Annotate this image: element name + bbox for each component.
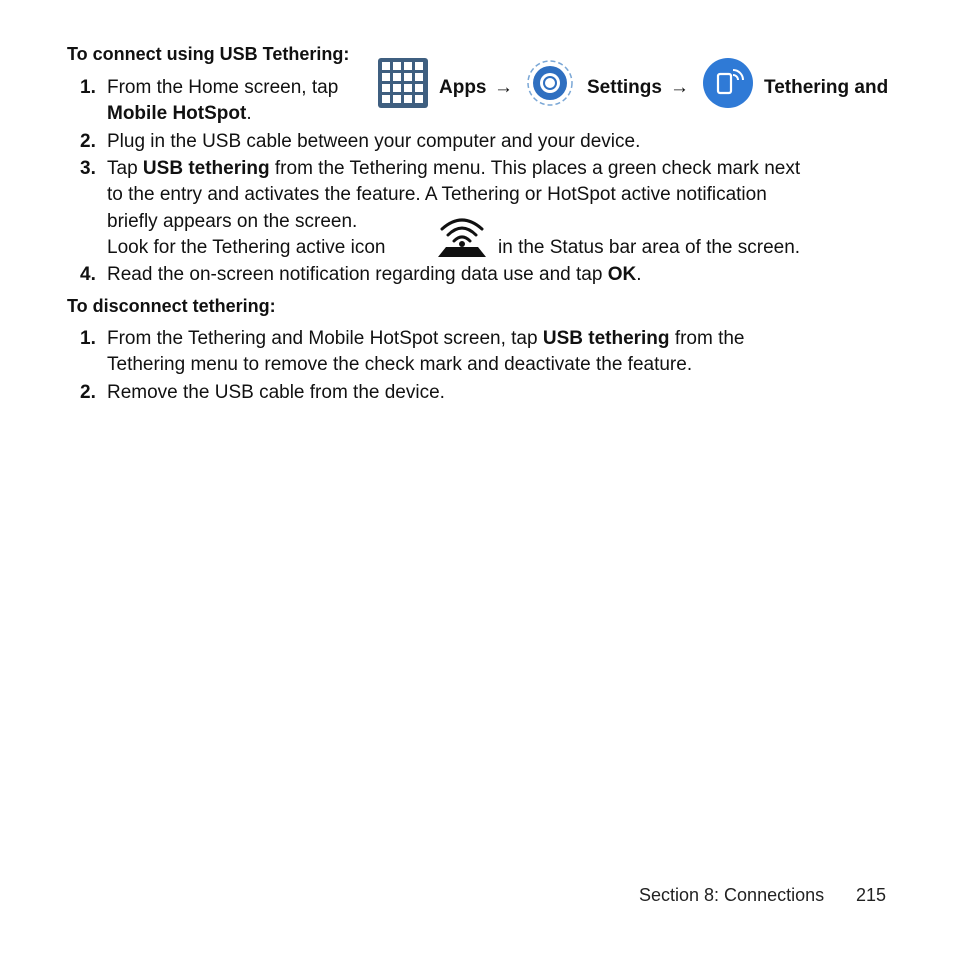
step-text: Read the on-screen notification regarding data use and tap [107, 264, 603, 285]
usb-tethering-label: USB tethering [142, 158, 270, 179]
step-number: 2. [80, 382, 96, 403]
step-text: Tethering menu to remove the check mark and deactivate the feature. [107, 354, 693, 375]
step-text: from the Tethering menu. This places a green check mark next [274, 158, 801, 179]
page-number: 215 [856, 885, 887, 905]
settings-gear-icon [523, 56, 577, 110]
arrow: → [670, 77, 689, 98]
apps-label: Apps [439, 77, 487, 98]
tethering-label: Tethering and [764, 77, 889, 98]
arrow: → [494, 77, 513, 98]
punctuation: . [246, 103, 252, 124]
step-number: 2. [80, 131, 96, 152]
section-heading-disconnect: To disconnect tethering: [67, 296, 276, 316]
apps-grid-icon [378, 58, 428, 108]
step-number: 3. [80, 158, 96, 179]
step-text: to the entry and activates the feature. A Tethering or HotSpot active notification [107, 184, 767, 205]
step-text: from the [674, 328, 745, 349]
footer-section: Section 8: Connections [639, 885, 825, 905]
step-text: Plug in the USB cable between your computer and your device. [107, 131, 641, 152]
usb-tethering-label: USB tethering [542, 328, 670, 349]
settings-label: Settings [587, 77, 662, 98]
hotspot-label: Mobile HotSpot [107, 103, 247, 124]
section-heading-connect: To connect using USB Tethering: [67, 44, 350, 64]
step-text: in the Status bar area of the screen. [498, 237, 801, 258]
step-number: 1. [80, 77, 96, 98]
step-text: From the Tethering and Mobile HotSpot screen, tap [107, 328, 538, 349]
step-number: 1. [80, 328, 96, 349]
ok-label: OK [607, 264, 637, 285]
step-text: From the Home screen, tap [107, 77, 339, 98]
step-number: 4. [80, 264, 96, 285]
step-text: Tap [107, 158, 138, 179]
tethering-hotspot-icon [702, 57, 754, 109]
tethering-active-icon [436, 213, 488, 259]
punctuation: . [636, 264, 642, 285]
step-text: briefly appears on the screen. [107, 211, 358, 232]
step-text: Look for the Tethering active icon [107, 237, 386, 258]
step-text: Remove the USB cable from the device. [107, 382, 445, 403]
